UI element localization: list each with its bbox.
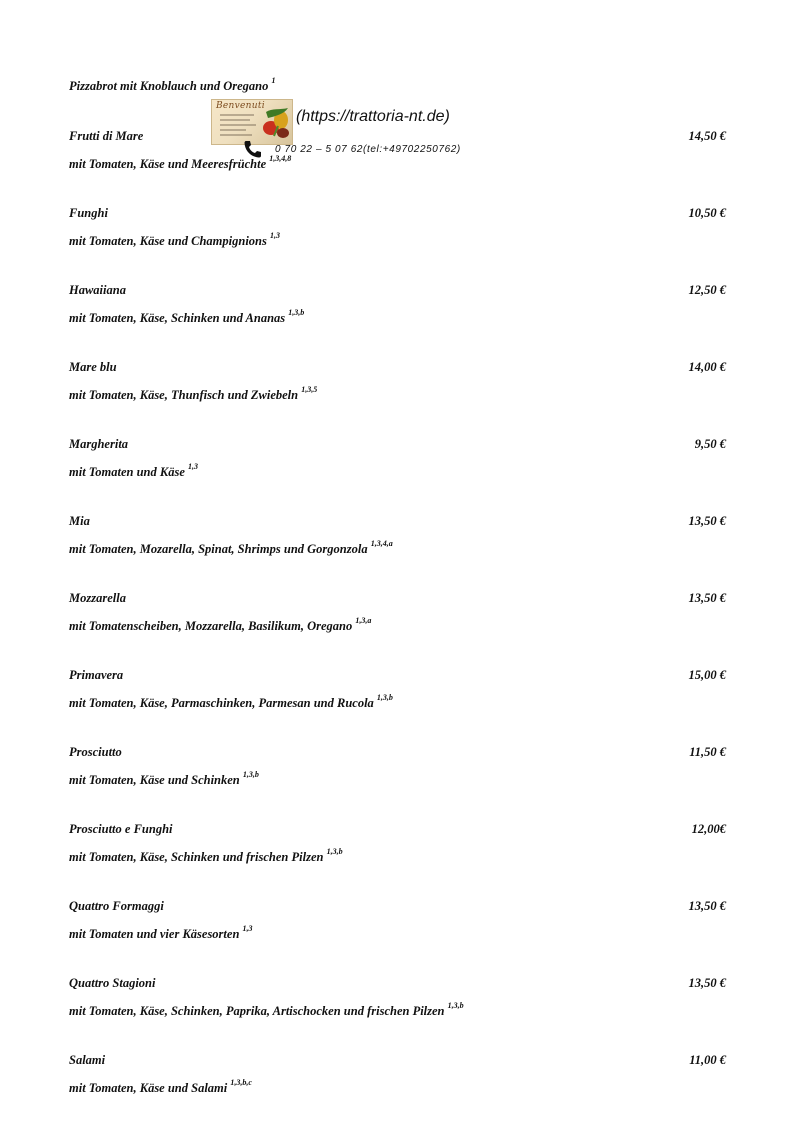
item-description: mit Tomaten, Mozarella, Spinat, Shrimps und Gorgonzola $^{1,3,4,a}$ xyxy=(69,539,393,557)
item-name: Primavera xyxy=(69,668,124,682)
menu-item xyxy=(69,822,726,882)
item-description: mit Tomaten, Käse, Parmaschinken, Parmesan und Rucola $^{1,3,b}$ xyxy=(69,693,393,711)
menu-item xyxy=(69,437,726,497)
menu-item xyxy=(69,1053,726,1113)
allergen-note: 1,3,b xyxy=(326,847,343,856)
item-name: Funghi xyxy=(69,206,108,220)
item-name: Salami xyxy=(69,1053,106,1067)
website-link[interactable]: (https://trattoria-nt.de) xyxy=(296,108,450,125)
item-price: 11,00 € xyxy=(689,1053,726,1067)
item-price: 14,50 € xyxy=(688,129,726,143)
intro-text: Pizzabrot mit Knoblauch und Oregano xyxy=(69,79,269,94)
item-name: Margherita xyxy=(69,437,129,451)
item-price: 10,50 € xyxy=(688,206,726,220)
allergen-note: 1,3,b xyxy=(447,1001,464,1010)
allergen-note: 1,3,a xyxy=(355,616,372,625)
menu-item xyxy=(69,360,726,420)
item-name: Hawaiiana xyxy=(69,283,126,297)
menu-item xyxy=(69,283,726,343)
menu-item xyxy=(69,745,726,805)
item-name: Frutti di Mare xyxy=(69,129,144,143)
menu-item xyxy=(69,129,726,189)
allergen-note: 1,3,4,8 xyxy=(269,154,292,163)
item-description: mit Tomaten, Käse und Meeresfrüchte $^{1,3,4,8}$ xyxy=(69,154,292,172)
allergen-note: 1,3 xyxy=(188,462,199,471)
intro-line xyxy=(69,78,275,94)
vegetables-icon xyxy=(262,106,290,140)
allergen-note: 1,3 xyxy=(269,231,280,240)
item-price: 13,50 € xyxy=(688,591,726,605)
menu-item xyxy=(69,899,726,959)
item-price: 9,50 € xyxy=(694,437,726,451)
item-price: 11,50 € xyxy=(689,745,726,759)
item-description: mit Tomaten, Käse, Schinken und Ananas $^{1,3,b}$ xyxy=(69,308,305,326)
item-description: mit Tomaten, Käse, Schinken, Paprika, Artischocken und frischen Pilzen $^{1,3,b}$ xyxy=(69,1001,464,1019)
item-name: Prosciutto xyxy=(69,745,122,759)
item-price: 14,00 € xyxy=(688,360,726,374)
item-description: mit Tomaten und vier Käsesorten $^{1,3}$ xyxy=(69,924,253,942)
item-name: Quattro Stagioni xyxy=(69,976,156,990)
menu-item xyxy=(69,976,726,1036)
allergen-note: 1,3,b xyxy=(242,770,259,779)
item-name: Mia xyxy=(69,514,90,528)
item-price: 12,50 € xyxy=(688,283,726,297)
menu-item xyxy=(69,514,726,574)
item-price: 12,00€ xyxy=(691,822,726,836)
restaurant-logo xyxy=(211,99,293,145)
logo-fine-print xyxy=(220,114,258,139)
intro-allergen-note: 1 xyxy=(271,76,276,85)
allergen-note: 1,3,b xyxy=(288,308,305,317)
allergen-note: 1,3,b,c xyxy=(230,1078,252,1087)
item-description: mit Tomaten, Käse, Schinken und frischen Pilzen $^{1,3,b}$ xyxy=(69,847,343,865)
item-description: mit Tomaten, Käse und Salami $^{1,3,b,c}$ xyxy=(69,1078,252,1096)
item-name: Prosciutto e Funghi xyxy=(69,822,173,836)
item-name: Quattro Formaggi xyxy=(69,899,164,913)
allergen-note: 1,3,5 xyxy=(301,385,318,394)
menu-item xyxy=(69,591,726,651)
item-price: 13,50 € xyxy=(688,899,726,913)
item-description: mit Tomaten, Käse und Champignions $^{1,3}$ xyxy=(69,231,280,249)
item-name: Mozzarella xyxy=(69,591,126,605)
item-description: mit Tomaten, Käse, Thunfisch und Zwiebeln $^{1,3,5}$ xyxy=(69,385,318,403)
phone-link[interactable]: 0 70 22 – 5 07 62(tel:+49702250762) xyxy=(275,144,461,155)
item-description: mit Tomatenscheiben, Mozzarella, Basilikum, Oregano $^{1,3,a}$ xyxy=(69,616,372,634)
allergen-note: 1,3,4,a xyxy=(370,539,393,548)
menu-item xyxy=(69,206,726,266)
allergen-note: 1,3 xyxy=(242,924,253,933)
menu-item xyxy=(69,668,726,728)
phone-icon xyxy=(243,140,263,158)
item-price: 13,50 € xyxy=(688,514,726,528)
logo-text: Benvenuti xyxy=(216,101,265,111)
item-price: 13,50 € xyxy=(688,976,726,990)
item-description: mit Tomaten und Käse $^{1,3}$ xyxy=(69,462,199,480)
item-description: mit Tomaten, Käse und Schinken $^{1,3,b}$ xyxy=(69,770,259,788)
item-name: Mare blu xyxy=(69,360,117,374)
allergen-note: 1,3,b xyxy=(376,693,393,702)
item-price: 15,00 € xyxy=(688,668,726,682)
